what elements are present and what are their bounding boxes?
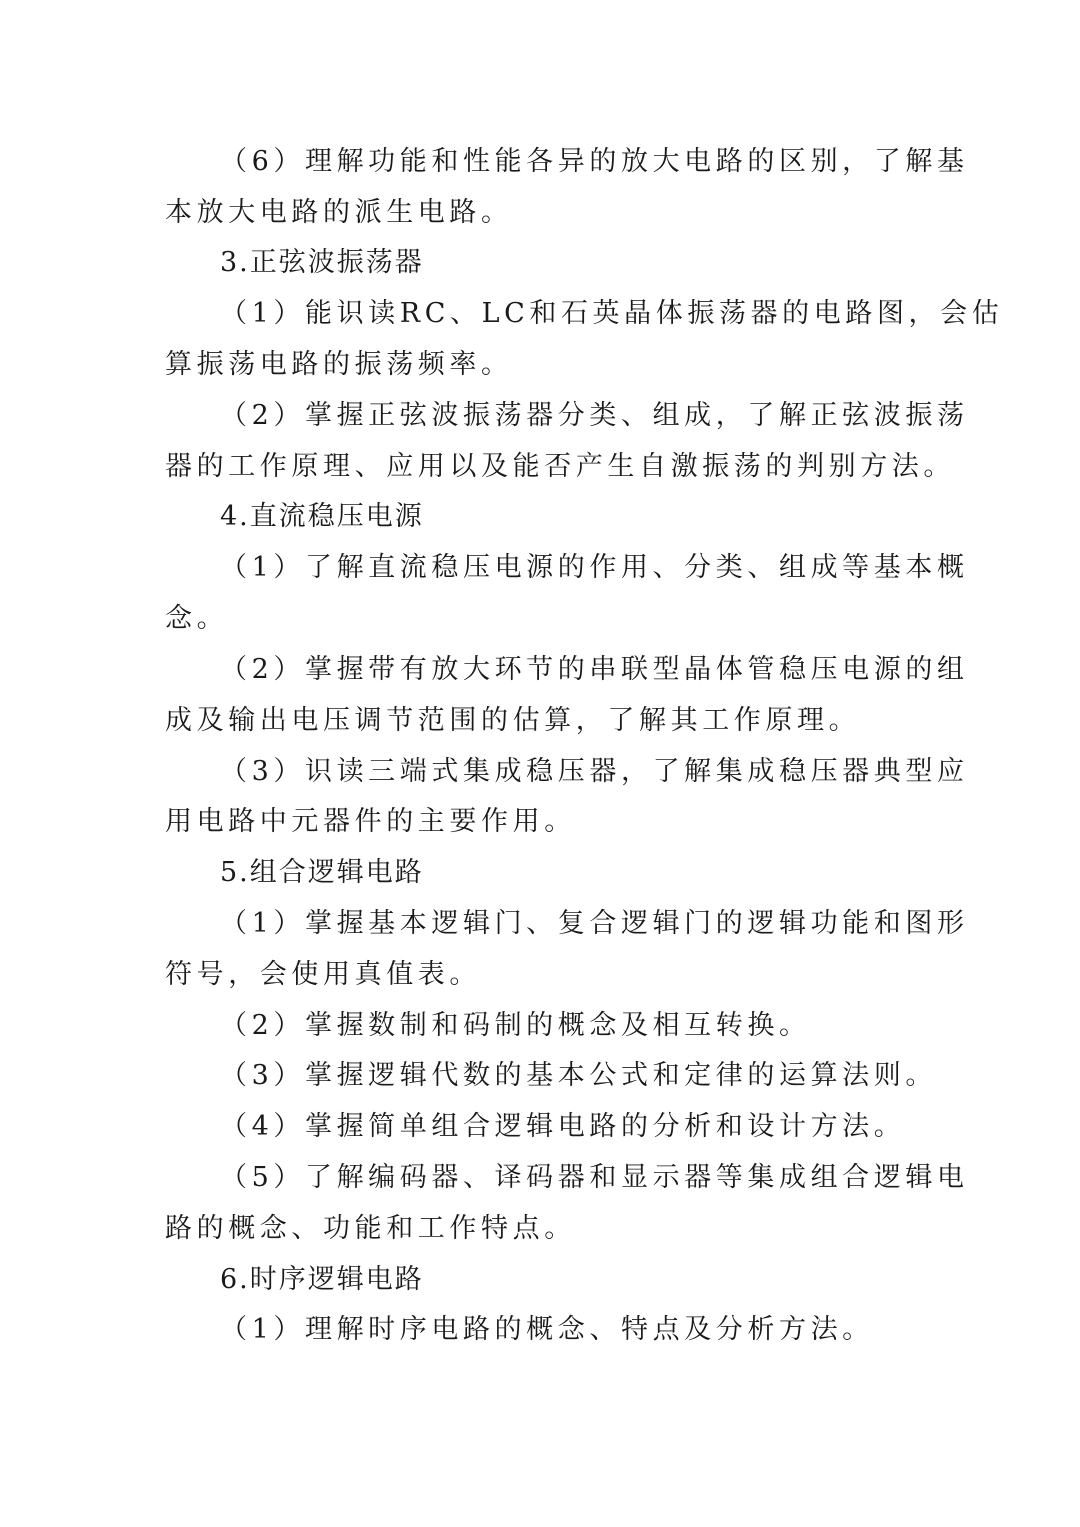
paragraph-4-3-line-1: （3）识读三端式集成稳压器，了解集成稳压器典型应	[220, 756, 969, 787]
paragraph-3-2-line-2: 器的工作原理、应用以及能否产生自激振荡的判别方法。	[165, 451, 955, 482]
paragraph-5-3: （3）掌握逻辑代数的基本公式和定律的运算法则。	[220, 1060, 937, 1091]
paragraph-4-1-line-1: （1）了解直流稳压电源的作用、分类、组成等基本概	[220, 552, 969, 583]
paragraph-5-5-line-2: 路的概念、功能和工作特点。	[165, 1213, 576, 1244]
paragraph-5-5-line-1: （5）了解编码器、译码器和显示器等集成组合逻辑电	[220, 1162, 969, 1193]
paragraph-3-1-line-2: 算振荡电路的振荡频率。	[165, 349, 513, 380]
paragraph-5-1-line-2: 符号，会使用真值表。	[165, 959, 481, 990]
paragraph-6-line-1: （6）理解功能和性能各异的放大电路的区别，了解基	[220, 146, 969, 177]
paragraph-5-2: （2）掌握数制和码制的概念及相互转换。	[220, 1010, 811, 1041]
paragraph-6-line-2: 本放大电路的派生电路。	[165, 197, 513, 228]
paragraph-4-2-line-1: （2）掌握带有放大环节的串联型晶体管稳压电源的组	[220, 654, 969, 685]
paragraph-5-4: （4）掌握简单组合逻辑电路的分析和设计方法。	[220, 1111, 906, 1142]
paragraph-5-1-line-1: （1）掌握基本逻辑门、复合逻辑门的逻辑功能和图形	[220, 908, 969, 939]
paragraph-3-1-line-1: （1）能识读RC、LC和石英晶体振荡器的电路图，会估	[220, 298, 1004, 329]
paragraph-4-3-line-2: 用电路中元器件的主要作用。	[165, 806, 576, 837]
section-heading-6: 6.时序逻辑电路	[220, 1264, 424, 1295]
paragraph-4-2-line-2: 成及输出电压调节范围的估算，了解其工作原理。	[165, 705, 861, 736]
section-heading-4: 4.直流稳压电源	[220, 501, 424, 532]
section-heading-3: 3.正弦波振荡器	[220, 247, 424, 278]
paragraph-3-2-line-1: （2）掌握正弦波振荡器分类、组成，了解正弦波振荡	[220, 400, 969, 431]
section-heading-5: 5.组合逻辑电路	[220, 857, 424, 888]
paragraph-4-1-line-2: 念。	[165, 603, 229, 634]
paragraph-6-1: （1）理解时序电路的概念、特点及分析方法。	[220, 1314, 874, 1345]
